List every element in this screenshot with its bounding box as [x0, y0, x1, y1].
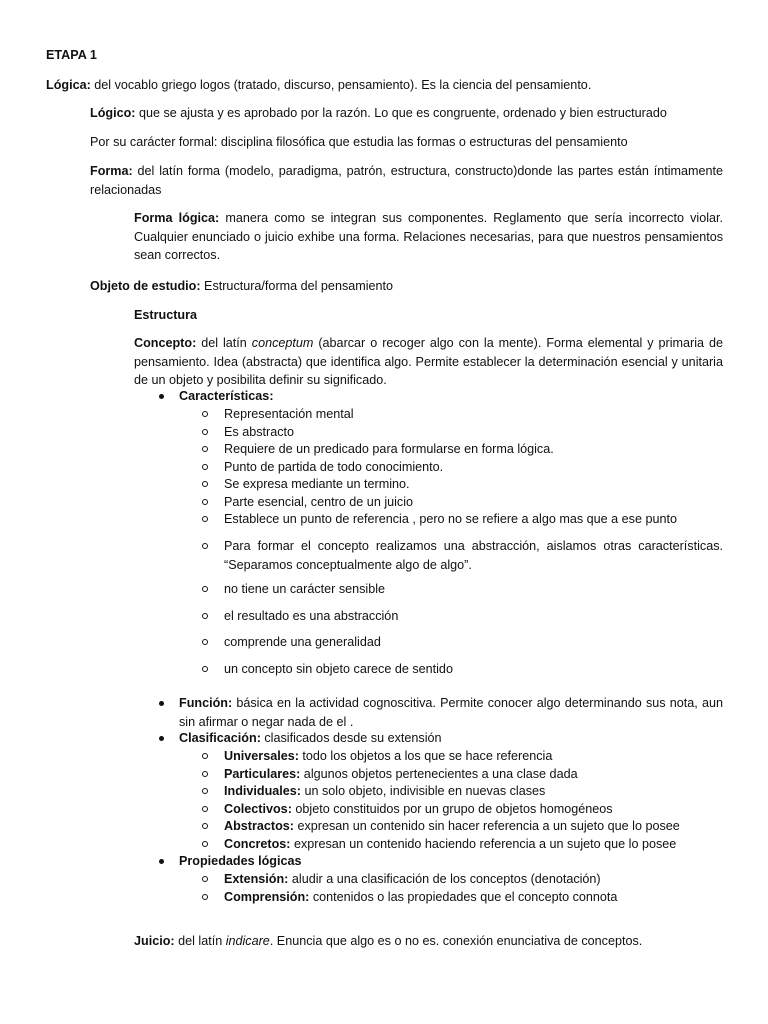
list-item: el resultado es una abstracción	[224, 609, 399, 623]
definition-text: que se ajusta y es aprobado por la razón. Lo que es congruente, ordenado y bien estructurado	[135, 106, 667, 120]
list-item	[224, 800, 613, 818]
definition-text: un solo objeto, indivisible en nuevas clases	[300, 784, 546, 798]
circle-bullet-icon	[202, 753, 208, 759]
definition-text: (abarcar o recoger algo con la mente). Forma elemental y primaria de pensamiento. Idea (abstracta) que identifica algo. Permite establecer la determinación esencial y unitaria de un objeto y posibilita definir su significado.	[134, 336, 723, 387]
list-item	[224, 817, 680, 835]
definition-logica	[46, 76, 591, 94]
definition-text: del vocablo griego logos (tratado, discurso, pensamiento). Es la ciencia del pensamiento.	[90, 78, 592, 92]
stage-heading: ETAPA 1	[46, 48, 97, 62]
list-item: Se expresa mediante un termino.	[224, 477, 410, 491]
circle-bullet-icon	[202, 429, 208, 435]
list-item	[224, 835, 676, 853]
circle-bullet-icon	[202, 446, 208, 452]
definition-text: clasificados desde su extensión	[260, 731, 442, 745]
circle-bullet-icon	[202, 586, 208, 592]
list-item: un concepto sin objeto carece de sentido	[224, 662, 453, 676]
definition-concepto	[134, 334, 723, 390]
bullet-icon	[159, 736, 164, 741]
latin-term: indicare	[225, 934, 270, 948]
list-item	[224, 782, 545, 800]
term-label: Lógica:	[46, 78, 91, 92]
definition-text: aludir a una clasificación de los conceptos (denotación)	[288, 872, 601, 886]
circle-bullet-icon	[202, 543, 208, 549]
list-item: Requiere de un predicado para formularse en forma lógica.	[224, 442, 554, 456]
list-heading-caracteristicas: Características:	[179, 389, 274, 403]
circle-bullet-icon	[202, 823, 208, 829]
list-item: Para formar el concepto realizamos una abstracción, aislamos otras características. “Separamos conceptualmente algo de algo”.	[224, 539, 723, 572]
list-item: Punto de partida de todo conocimiento.	[224, 460, 444, 474]
circle-bullet-icon	[202, 639, 208, 645]
definition-text: . Enuncia que algo es o no es. conexión enunciativa de conceptos.	[269, 934, 643, 948]
list-item: comprende una generalidad	[224, 635, 381, 649]
section-heading-estructura: Estructura	[134, 308, 197, 322]
term-label: Juicio:	[134, 934, 175, 948]
circle-bullet-icon	[202, 464, 208, 470]
term-label: Comprensión:	[224, 890, 310, 904]
definition-text: contenidos o las propiedades que el concepto connota	[309, 890, 618, 904]
circle-bullet-icon	[202, 806, 208, 812]
term-label: Universales:	[224, 749, 299, 763]
term-label: Concepto:	[134, 336, 197, 350]
definition-funcion	[179, 694, 723, 731]
definition-text: del latín	[174, 934, 226, 948]
list-heading-propiedades: Propiedades lógicas	[179, 854, 302, 868]
list-item	[224, 765, 578, 783]
list-item: no tiene un carácter sensible	[224, 582, 386, 596]
list-item: Representación mental	[224, 407, 354, 421]
list-item: Establece un punto de referencia , pero no se refiere a algo mas que a ese punto	[224, 512, 677, 526]
definition-text: algunos objetos pertenecientes a una clase dada	[300, 767, 578, 781]
term-label: Particulares:	[224, 767, 301, 781]
paragraph-caracter-formal: Por su carácter formal: disciplina filosófica que estudia las formas o estructuras del pensamiento	[90, 135, 628, 149]
list-item	[224, 747, 552, 765]
circle-bullet-icon	[202, 894, 208, 900]
list-item: Es abstracto	[224, 425, 294, 439]
list-item: Parte esencial, centro de un juicio	[224, 495, 414, 509]
circle-bullet-icon	[202, 516, 208, 522]
circle-bullet-icon	[202, 411, 208, 417]
term-label: Forma lógica:	[134, 211, 220, 225]
definition-objeto	[90, 277, 393, 295]
term-label: Forma:	[90, 164, 133, 178]
definition-text: expresan un contenido sin hacer referencia a un sujeto que lo posee	[293, 819, 680, 833]
definition-juicio	[134, 932, 642, 950]
definition-text: todo los objetos a los que se hace referencia	[298, 749, 553, 763]
term-label: Individuales:	[224, 784, 301, 798]
term-label: Abstractos:	[224, 819, 294, 833]
definition-text: Estructura/forma del pensamiento	[200, 279, 394, 293]
bullet-icon	[159, 859, 164, 864]
circle-bullet-icon	[202, 666, 208, 672]
definition-text: básica en la actividad cognoscitiva. Permite conocer algo determinando sus nota, aun sin afirmar o negar nada de el .	[179, 696, 723, 729]
circle-bullet-icon	[202, 499, 208, 505]
term-label: Objeto de estudio:	[90, 279, 201, 293]
circle-bullet-icon	[202, 841, 208, 847]
definition-forma	[90, 162, 723, 199]
term-label: Clasificación:	[179, 731, 261, 745]
term-label: Extensión:	[224, 872, 289, 886]
definition-text: objeto constituidos por un grupo de objetos homogéneos	[291, 802, 613, 816]
circle-bullet-icon	[202, 771, 208, 777]
definition-text: del latín forma (modelo, paradigma, patrón, estructura, constructo)donde las partes están íntimamente relacionadas	[90, 164, 723, 197]
definition-logico	[90, 104, 667, 122]
circle-bullet-icon	[202, 788, 208, 794]
circle-bullet-icon	[202, 613, 208, 619]
list-item	[224, 870, 601, 888]
circle-bullet-icon	[202, 876, 208, 882]
latin-term: conceptum	[251, 336, 314, 350]
definition-text: expresan un contenido haciendo referencia a un sujeto que lo posee	[290, 837, 677, 851]
term-label: Función:	[179, 696, 233, 710]
term-label: Lógico:	[90, 106, 136, 120]
list-heading-clasificacion	[179, 729, 442, 747]
term-label: Colectivos:	[224, 802, 292, 816]
term-label: Concretos:	[224, 837, 291, 851]
bullet-icon	[159, 701, 164, 706]
definition-text: del latín	[196, 336, 252, 350]
list-item	[224, 888, 617, 906]
definition-text: manera como se integran sus componentes. Reglamento que sería incorrecto violar. Cualquier enunciado o juicio exhibe una forma. Relaciones necesarias, para que nuestros pensamientos sean correctos.	[134, 211, 723, 262]
circle-bullet-icon	[202, 481, 208, 487]
definition-forma-logica	[134, 209, 723, 265]
bullet-icon	[159, 394, 164, 399]
